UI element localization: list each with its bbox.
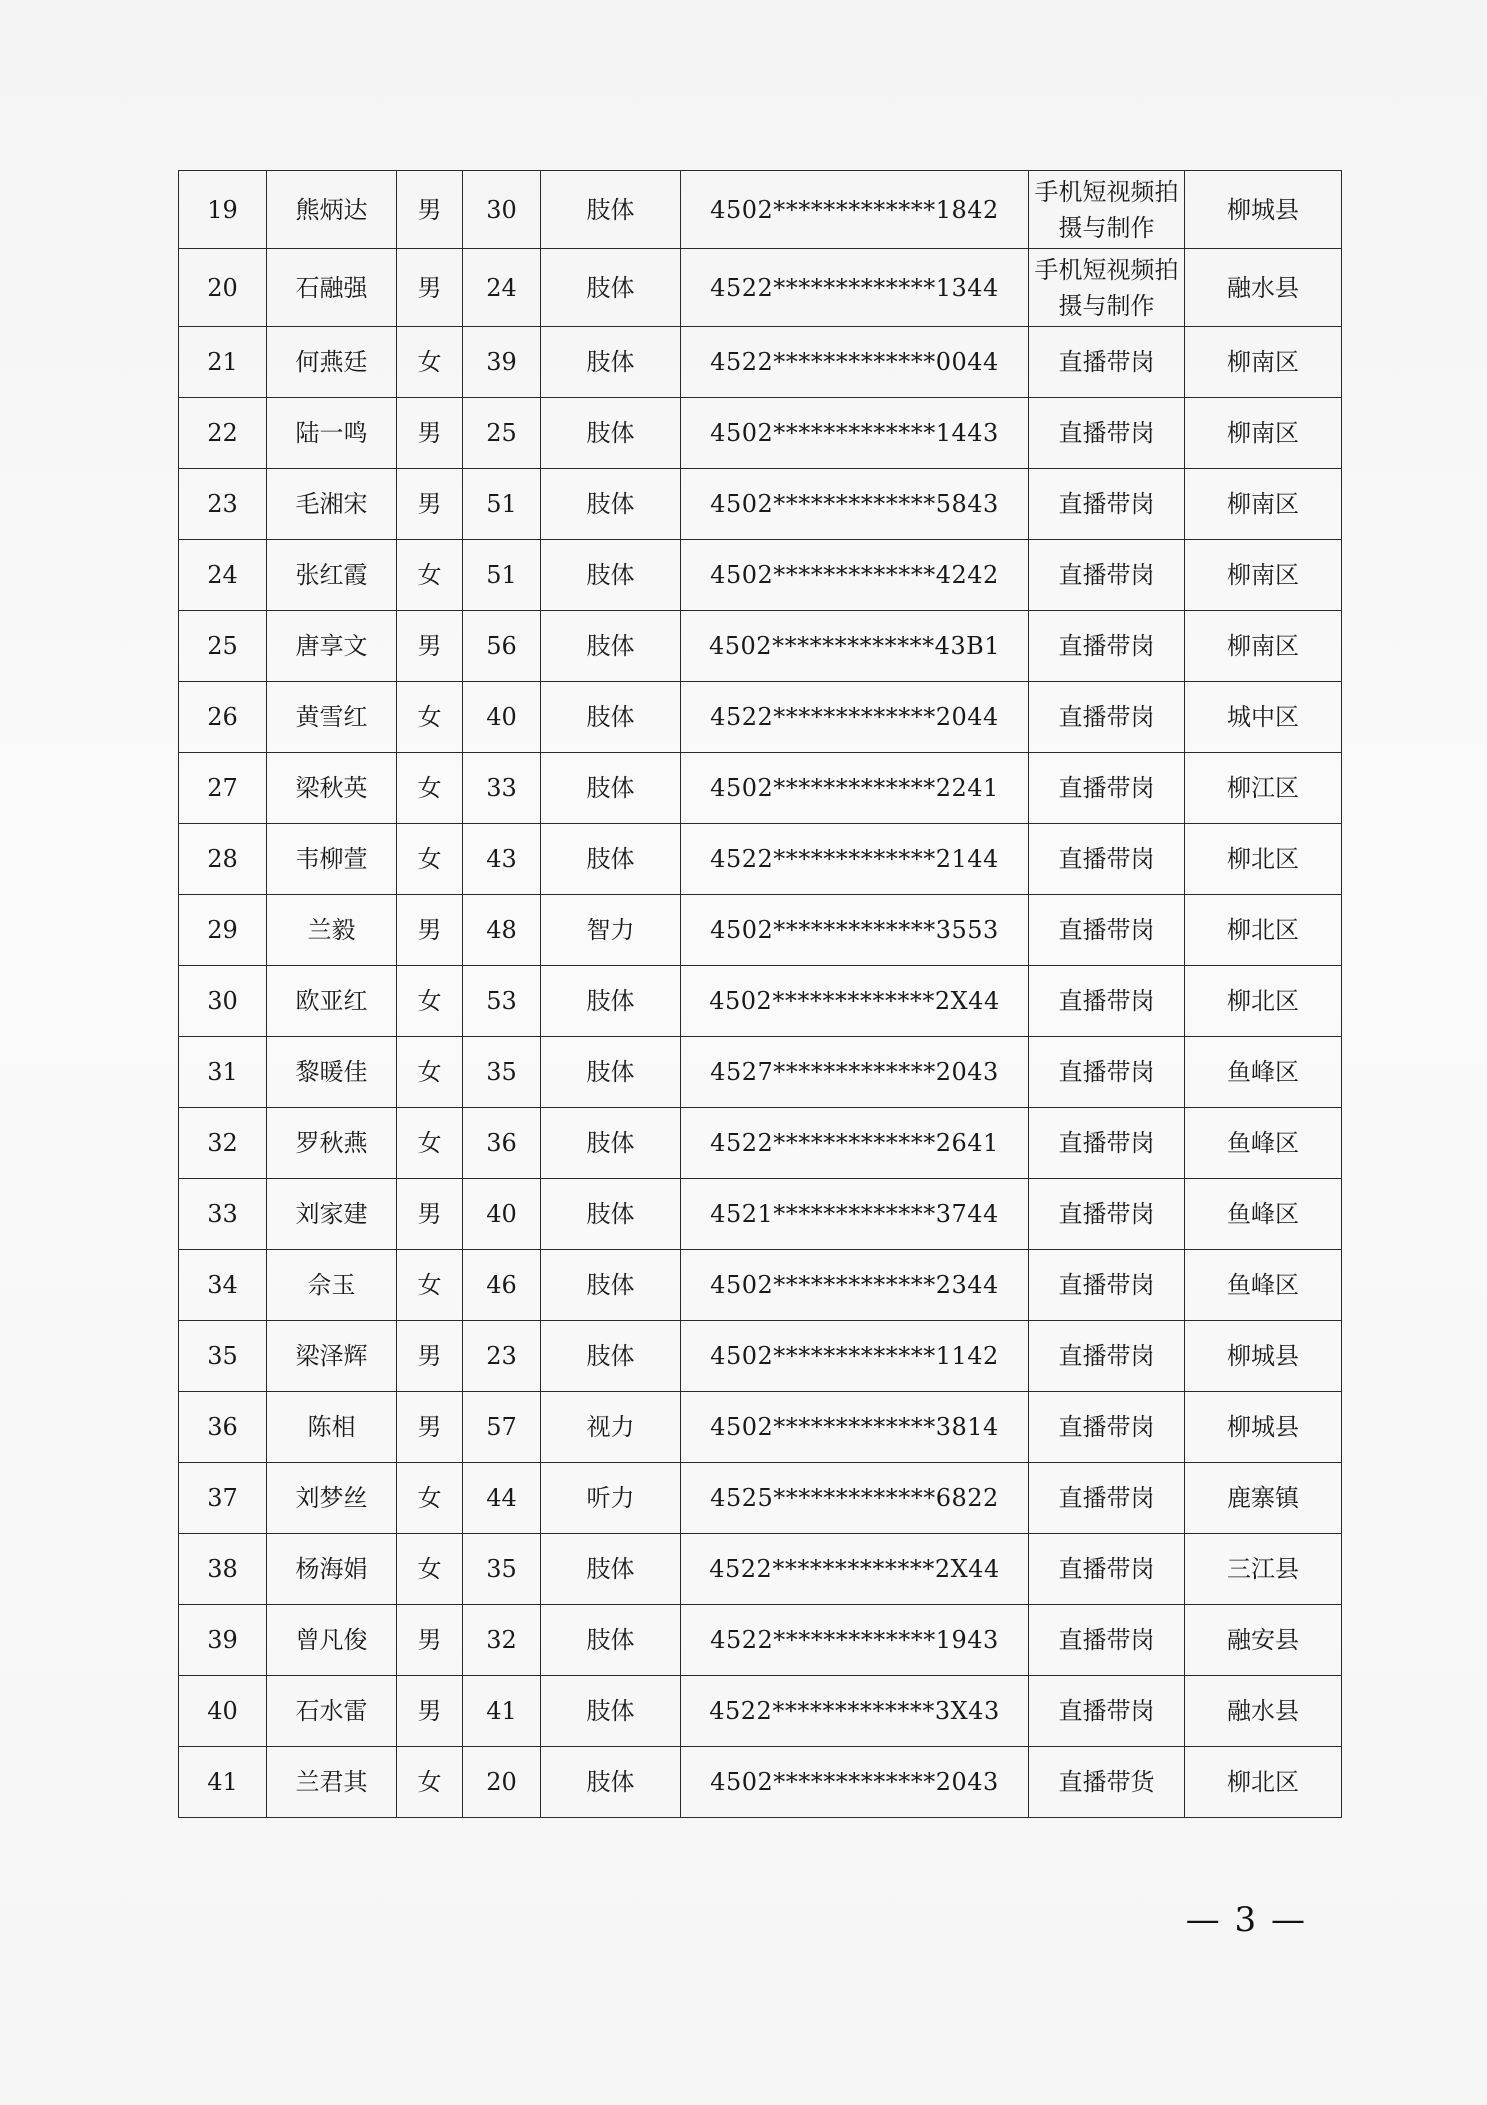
id-number-cell: 4522*************3X43 (681, 1676, 1029, 1747)
training-program-cell: 直播带岗 (1029, 398, 1185, 469)
row-number-cell: 29 (179, 895, 267, 966)
district-cell: 柳南区 (1185, 398, 1342, 469)
age-cell: 56 (463, 611, 541, 682)
name-cell: 佘玉 (267, 1250, 397, 1321)
id-number-cell: 4502*************5843 (681, 469, 1029, 540)
row-number-cell: 41 (179, 1747, 267, 1818)
name-cell: 刘家建 (267, 1179, 397, 1250)
name-cell: 兰毅 (267, 895, 397, 966)
table-row (179, 1392, 1342, 1463)
table-row (179, 1463, 1342, 1534)
table-row (179, 540, 1342, 611)
training-program-cell: 直播带岗 (1029, 753, 1185, 824)
table-row (179, 824, 1342, 895)
row-number-cell: 23 (179, 469, 267, 540)
name-cell: 唐享文 (267, 611, 397, 682)
name-cell: 石水雷 (267, 1676, 397, 1747)
table-row (179, 1179, 1342, 1250)
district-cell: 柳南区 (1185, 327, 1342, 398)
disability-type-cell: 智力 (541, 895, 681, 966)
gender-cell: 男 (397, 249, 463, 327)
district-cell: 鱼峰区 (1185, 1037, 1342, 1108)
disability-type-cell: 听力 (541, 1463, 681, 1534)
district-cell: 柳北区 (1185, 824, 1342, 895)
name-cell: 梁秋英 (267, 753, 397, 824)
name-cell: 石融强 (267, 249, 397, 327)
training-program-cell: 直播带货 (1029, 1747, 1185, 1818)
name-cell: 曾凡俊 (267, 1605, 397, 1676)
table-row (179, 753, 1342, 824)
name-cell: 欧亚红 (267, 966, 397, 1037)
table-row (179, 327, 1342, 398)
name-cell: 黄雪红 (267, 682, 397, 753)
id-number-cell: 4502*************4242 (681, 540, 1029, 611)
training-program-cell: 直播带岗 (1029, 1676, 1185, 1747)
disability-type-cell: 肢体 (541, 1534, 681, 1605)
table-row (179, 1321, 1342, 1392)
disability-type-cell: 肢体 (541, 1108, 681, 1179)
disability-type-cell: 肢体 (541, 1037, 681, 1108)
district-cell: 柳南区 (1185, 611, 1342, 682)
name-cell: 陆一鸣 (267, 398, 397, 469)
disability-type-cell: 肢体 (541, 327, 681, 398)
row-number-cell: 40 (179, 1676, 267, 1747)
gender-cell: 男 (397, 1676, 463, 1747)
gender-cell: 女 (397, 824, 463, 895)
district-cell: 柳城县 (1185, 171, 1342, 249)
gender-cell: 男 (397, 1321, 463, 1392)
name-cell: 陈相 (267, 1392, 397, 1463)
table-row (179, 1605, 1342, 1676)
age-cell: 30 (463, 171, 541, 249)
gender-cell: 女 (397, 682, 463, 753)
training-program-cell: 直播带岗 (1029, 1463, 1185, 1534)
table-row (179, 1250, 1342, 1321)
row-number-cell: 26 (179, 682, 267, 753)
district-cell: 鹿寨镇 (1185, 1463, 1342, 1534)
disability-type-cell: 肢体 (541, 1179, 681, 1250)
trainee-table (178, 170, 1342, 1818)
row-number-cell: 27 (179, 753, 267, 824)
age-cell: 23 (463, 1321, 541, 1392)
gender-cell: 女 (397, 966, 463, 1037)
age-cell: 40 (463, 1179, 541, 1250)
age-cell: 43 (463, 824, 541, 895)
training-program-cell: 直播带岗 (1029, 1108, 1185, 1179)
district-cell: 城中区 (1185, 682, 1342, 753)
district-cell: 鱼峰区 (1185, 1179, 1342, 1250)
disability-type-cell: 肢体 (541, 753, 681, 824)
disability-type-cell: 视力 (541, 1392, 681, 1463)
district-cell: 融安县 (1185, 1605, 1342, 1676)
table-row (179, 682, 1342, 753)
district-cell: 柳南区 (1185, 469, 1342, 540)
gender-cell: 女 (397, 1037, 463, 1108)
disability-type-cell: 肢体 (541, 469, 681, 540)
disability-type-cell: 肢体 (541, 1250, 681, 1321)
district-cell: 融水县 (1185, 1676, 1342, 1747)
id-number-cell: 4502*************2X44 (681, 966, 1029, 1037)
table-row (179, 398, 1342, 469)
age-cell: 53 (463, 966, 541, 1037)
disability-type-cell: 肢体 (541, 611, 681, 682)
disability-type-cell: 肢体 (541, 1321, 681, 1392)
training-program-cell: 手机短视频拍摄与制作 (1029, 249, 1185, 327)
table-body (179, 171, 1342, 1818)
id-number-cell: 4522*************1344 (681, 249, 1029, 327)
row-number-cell: 24 (179, 540, 267, 611)
row-number-cell: 38 (179, 1534, 267, 1605)
training-program-cell: 直播带岗 (1029, 895, 1185, 966)
row-number-cell: 31 (179, 1037, 267, 1108)
gender-cell: 男 (397, 1392, 463, 1463)
table-row (179, 1534, 1342, 1605)
disability-type-cell: 肢体 (541, 824, 681, 895)
name-cell: 毛湘宋 (267, 469, 397, 540)
training-program-cell: 直播带岗 (1029, 1392, 1185, 1463)
row-number-cell: 28 (179, 824, 267, 895)
age-cell: 33 (463, 753, 541, 824)
age-cell: 35 (463, 1534, 541, 1605)
age-cell: 40 (463, 682, 541, 753)
age-cell: 24 (463, 249, 541, 327)
table-row (179, 171, 1342, 249)
row-number-cell: 20 (179, 249, 267, 327)
table-row (179, 1108, 1342, 1179)
age-cell: 25 (463, 398, 541, 469)
name-cell: 杨海娟 (267, 1534, 397, 1605)
gender-cell: 女 (397, 540, 463, 611)
gender-cell: 男 (397, 895, 463, 966)
disability-type-cell: 肢体 (541, 682, 681, 753)
gender-cell: 女 (397, 1250, 463, 1321)
id-number-cell: 4522*************2X44 (681, 1534, 1029, 1605)
gender-cell: 男 (397, 469, 463, 540)
training-program-cell: 直播带岗 (1029, 540, 1185, 611)
training-program-cell: 直播带岗 (1029, 1321, 1185, 1392)
table-row (179, 1747, 1342, 1818)
age-cell: 51 (463, 469, 541, 540)
training-program-cell: 直播带岗 (1029, 1037, 1185, 1108)
id-number-cell: 4522*************1943 (681, 1605, 1029, 1676)
training-program-cell: 直播带岗 (1029, 327, 1185, 398)
id-number-cell: 4502*************2043 (681, 1747, 1029, 1818)
gender-cell: 男 (397, 611, 463, 682)
district-cell: 鱼峰区 (1185, 1250, 1342, 1321)
row-number-cell: 21 (179, 327, 267, 398)
table-row (179, 611, 1342, 682)
row-number-cell: 33 (179, 1179, 267, 1250)
age-cell: 44 (463, 1463, 541, 1534)
district-cell: 柳城县 (1185, 1392, 1342, 1463)
gender-cell: 女 (397, 753, 463, 824)
training-program-cell: 直播带岗 (1029, 1250, 1185, 1321)
id-number-cell: 4502*************2241 (681, 753, 1029, 824)
gender-cell: 女 (397, 1534, 463, 1605)
id-number-cell: 4502*************1443 (681, 398, 1029, 469)
gender-cell: 女 (397, 1108, 463, 1179)
name-cell: 罗秋燕 (267, 1108, 397, 1179)
row-number-cell: 37 (179, 1463, 267, 1534)
training-program-cell: 直播带岗 (1029, 966, 1185, 1037)
training-program-cell: 直播带岗 (1029, 469, 1185, 540)
id-number-cell: 4521*************3744 (681, 1179, 1029, 1250)
district-cell: 柳北区 (1185, 895, 1342, 966)
id-number-cell: 4522*************2044 (681, 682, 1029, 753)
id-number-cell: 4525*************6822 (681, 1463, 1029, 1534)
training-program-cell: 直播带岗 (1029, 1534, 1185, 1605)
row-number-cell: 30 (179, 966, 267, 1037)
age-cell: 39 (463, 327, 541, 398)
id-number-cell: 4502*************2344 (681, 1250, 1029, 1321)
training-program-cell: 直播带岗 (1029, 682, 1185, 753)
row-number-cell: 22 (179, 398, 267, 469)
age-cell: 32 (463, 1605, 541, 1676)
gender-cell: 男 (397, 398, 463, 469)
district-cell: 三江县 (1185, 1534, 1342, 1605)
row-number-cell: 35 (179, 1321, 267, 1392)
table-row (179, 1037, 1342, 1108)
age-cell: 41 (463, 1676, 541, 1747)
disability-type-cell: 肢体 (541, 540, 681, 611)
gender-cell: 男 (397, 171, 463, 249)
name-cell: 张红霞 (267, 540, 397, 611)
district-cell: 柳北区 (1185, 1747, 1342, 1818)
training-program-cell: 直播带岗 (1029, 1605, 1185, 1676)
id-number-cell: 4527*************2043 (681, 1037, 1029, 1108)
age-cell: 48 (463, 895, 541, 966)
age-cell: 51 (463, 540, 541, 611)
id-number-cell: 4502*************43B1 (681, 611, 1029, 682)
gender-cell: 男 (397, 1605, 463, 1676)
disability-type-cell: 肢体 (541, 1676, 681, 1747)
name-cell: 梁泽辉 (267, 1321, 397, 1392)
district-cell: 鱼峰区 (1185, 1108, 1342, 1179)
age-cell: 35 (463, 1037, 541, 1108)
table-row (179, 1676, 1342, 1747)
gender-cell: 男 (397, 1179, 463, 1250)
disability-type-cell: 肢体 (541, 249, 681, 327)
training-program-cell: 手机短视频拍摄与制作 (1029, 171, 1185, 249)
row-number-cell: 39 (179, 1605, 267, 1676)
age-cell: 46 (463, 1250, 541, 1321)
district-cell: 柳城县 (1185, 1321, 1342, 1392)
table-row (179, 895, 1342, 966)
disability-type-cell: 肢体 (541, 1747, 681, 1818)
id-number-cell: 4502*************1142 (681, 1321, 1029, 1392)
district-cell: 柳北区 (1185, 966, 1342, 1037)
training-program-cell: 直播带岗 (1029, 611, 1185, 682)
name-cell: 韦柳萱 (267, 824, 397, 895)
district-cell: 柳江区 (1185, 753, 1342, 824)
name-cell: 黎暖佳 (267, 1037, 397, 1108)
training-program-cell: 直播带岗 (1029, 824, 1185, 895)
row-number-cell: 34 (179, 1250, 267, 1321)
age-cell: 57 (463, 1392, 541, 1463)
disability-type-cell: 肢体 (541, 966, 681, 1037)
table-row (179, 249, 1342, 327)
id-number-cell: 4502*************1842 (681, 171, 1029, 249)
row-number-cell: 19 (179, 171, 267, 249)
name-cell: 刘梦丝 (267, 1463, 397, 1534)
row-number-cell: 32 (179, 1108, 267, 1179)
table-row (179, 966, 1342, 1037)
district-cell: 柳南区 (1185, 540, 1342, 611)
name-cell: 熊炳达 (267, 171, 397, 249)
id-number-cell: 4522*************2641 (681, 1108, 1029, 1179)
page-number: — 3 — (1185, 1900, 1307, 1940)
row-number-cell: 36 (179, 1392, 267, 1463)
district-cell: 融水县 (1185, 249, 1342, 327)
id-number-cell: 4502*************3553 (681, 895, 1029, 966)
disability-type-cell: 肢体 (541, 1605, 681, 1676)
training-program-cell: 直播带岗 (1029, 1179, 1185, 1250)
gender-cell: 女 (397, 327, 463, 398)
disability-type-cell: 肢体 (541, 171, 681, 249)
table-row (179, 469, 1342, 540)
age-cell: 36 (463, 1108, 541, 1179)
name-cell: 何燕廷 (267, 327, 397, 398)
row-number-cell: 25 (179, 611, 267, 682)
gender-cell: 女 (397, 1463, 463, 1534)
id-number-cell: 4502*************3814 (681, 1392, 1029, 1463)
id-number-cell: 4522*************0044 (681, 327, 1029, 398)
age-cell: 20 (463, 1747, 541, 1818)
gender-cell: 女 (397, 1747, 463, 1818)
name-cell: 兰君其 (267, 1747, 397, 1818)
disability-type-cell: 肢体 (541, 398, 681, 469)
id-number-cell: 4522*************2144 (681, 824, 1029, 895)
